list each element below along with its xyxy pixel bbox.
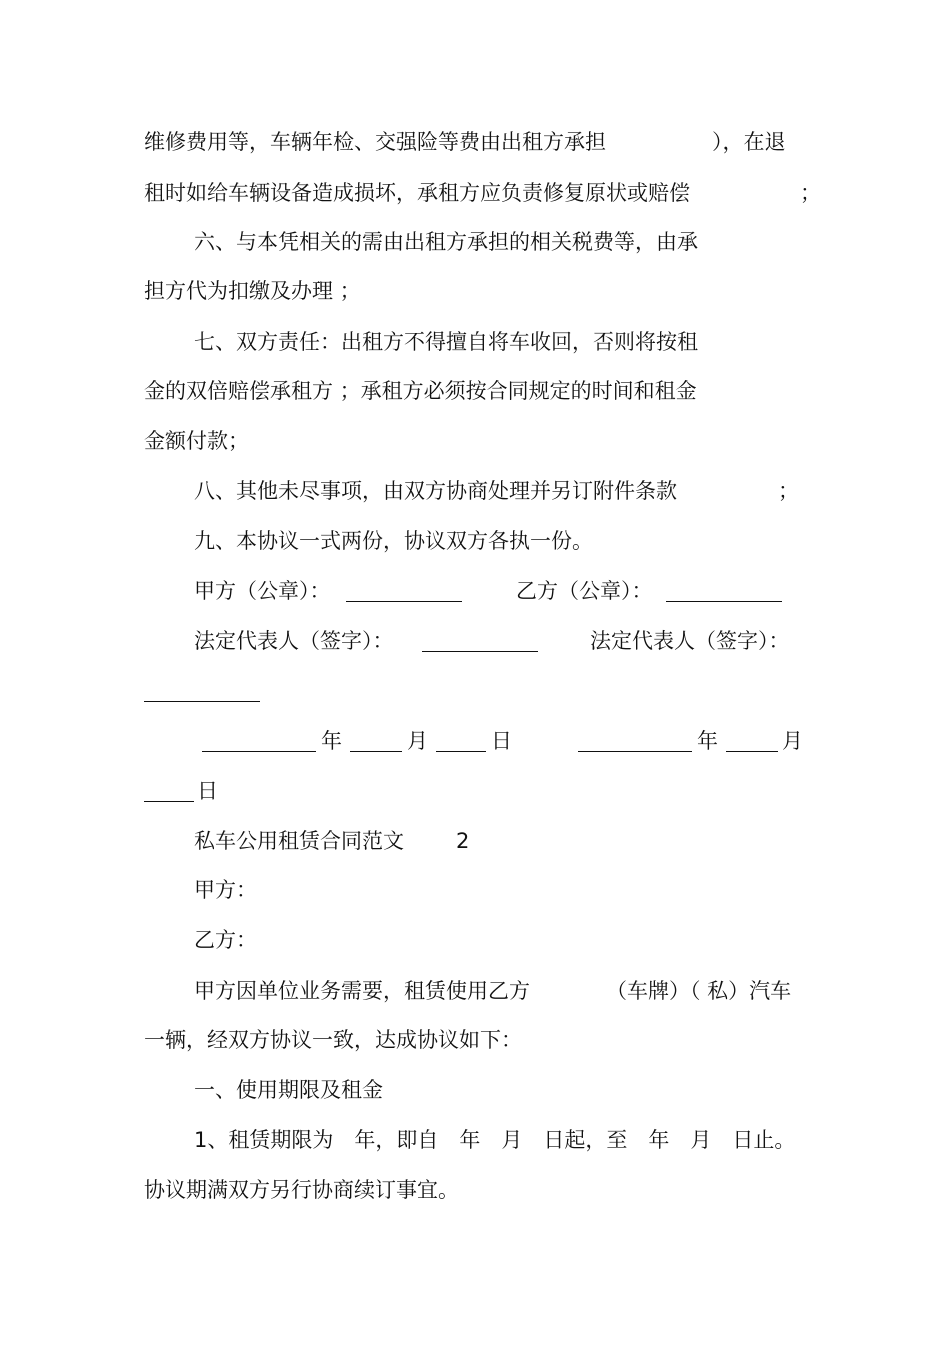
paragraph-line bbox=[0, 276, 361, 306]
paragraph-line bbox=[0, 526, 593, 556]
party-b-label: 乙方： bbox=[194, 928, 257, 952]
text-segment: 1、租赁期限为 年，即自 年 月 日起，至 年 月 日止。 bbox=[194, 1128, 796, 1152]
year-blank bbox=[202, 751, 316, 752]
party-a-label: 甲方： bbox=[194, 878, 257, 902]
paragraph-line bbox=[0, 426, 249, 456]
year-blank bbox=[578, 751, 692, 752]
paragraph-line bbox=[0, 127, 786, 157]
text-segment: 金额付款； bbox=[144, 429, 249, 453]
paragraph-line bbox=[0, 1175, 459, 1205]
signature-line bbox=[0, 626, 790, 656]
text-segment: 担方代为扣缴及办理 ； bbox=[144, 279, 361, 303]
text-segment: 一、使用期限及租金 bbox=[194, 1078, 383, 1102]
signature-blank bbox=[666, 601, 782, 602]
text-segment: 九、本协议一式两份，协议双方各执一份。 bbox=[194, 529, 593, 553]
paragraph-line bbox=[0, 227, 698, 257]
signature-blank bbox=[346, 601, 462, 602]
text-segment: ； bbox=[778, 479, 799, 503]
signature-line bbox=[0, 576, 653, 606]
paragraph-line bbox=[0, 476, 799, 506]
month-blank bbox=[726, 751, 778, 752]
year-label: 年 bbox=[321, 729, 342, 753]
paragraph-line bbox=[0, 976, 792, 1006]
month-label: 月 bbox=[782, 729, 803, 753]
paragraph-line bbox=[0, 327, 698, 357]
text-segment: （车牌）（ 私）汽车 bbox=[606, 979, 792, 1003]
paragraph-line bbox=[0, 1075, 383, 1105]
day-label: 日 bbox=[197, 779, 218, 803]
text-segment: 租时如给车辆设备造成损坏，承租方应负责修复原状或赔偿 bbox=[144, 181, 690, 205]
day-blank bbox=[144, 801, 194, 802]
month-label: 月 bbox=[407, 729, 428, 753]
party-b-seal-label: 乙方（公章）： bbox=[516, 579, 653, 603]
text-segment: ），在退 bbox=[712, 130, 786, 154]
text-segment: 一辆，经双方协议一致，达成协议如下： bbox=[144, 1028, 522, 1052]
date-line bbox=[0, 726, 803, 756]
signature-line bbox=[0, 676, 27, 706]
party-a-representative-label: 法定代表人（签字）： bbox=[194, 629, 394, 653]
date-line bbox=[0, 776, 218, 806]
section-number: 2 bbox=[456, 829, 470, 853]
signature-blank bbox=[422, 651, 538, 652]
section-title bbox=[0, 826, 470, 856]
text-segment: 金的双倍赔偿承租方 ；承租方必须按合同规定的时间和租金 bbox=[144, 379, 697, 403]
paragraph-line bbox=[0, 1125, 796, 1155]
party-b-representative-label: 法定代表人（签字）： bbox=[590, 629, 790, 653]
text-segment: ； bbox=[800, 181, 821, 205]
party-a-seal-label: 甲方（公章）： bbox=[194, 579, 331, 603]
text-segment: 维修费用等，车辆年检、交强险等费由出租方承担 bbox=[144, 130, 606, 154]
paragraph-line bbox=[0, 1025, 522, 1055]
paragraph-line bbox=[0, 875, 257, 905]
month-blank bbox=[350, 751, 402, 752]
day-label: 日 bbox=[491, 729, 512, 753]
text-segment: 七、双方责任：出租方不得擅自将车收回，否则将按租 bbox=[194, 330, 698, 354]
text-segment: 甲方因单位业务需要，租赁使用乙方 bbox=[194, 979, 530, 1003]
paragraph-line bbox=[0, 178, 821, 208]
signature-blank bbox=[144, 701, 260, 702]
year-label: 年 bbox=[697, 729, 718, 753]
text-segment: 协议期满双方另行协商续订事宜。 bbox=[144, 1178, 459, 1202]
day-blank bbox=[436, 751, 486, 752]
paragraph-line bbox=[0, 376, 697, 406]
text-segment: 六、与本凭相关的需由出租方承担的相关税费等，由承 bbox=[194, 230, 698, 254]
section-title-text: 私车公用租赁合同范文 bbox=[194, 829, 404, 853]
paragraph-line bbox=[0, 925, 257, 955]
text-segment: 八、其他未尽事项，由双方协商处理并另订附件条款 bbox=[194, 479, 677, 503]
